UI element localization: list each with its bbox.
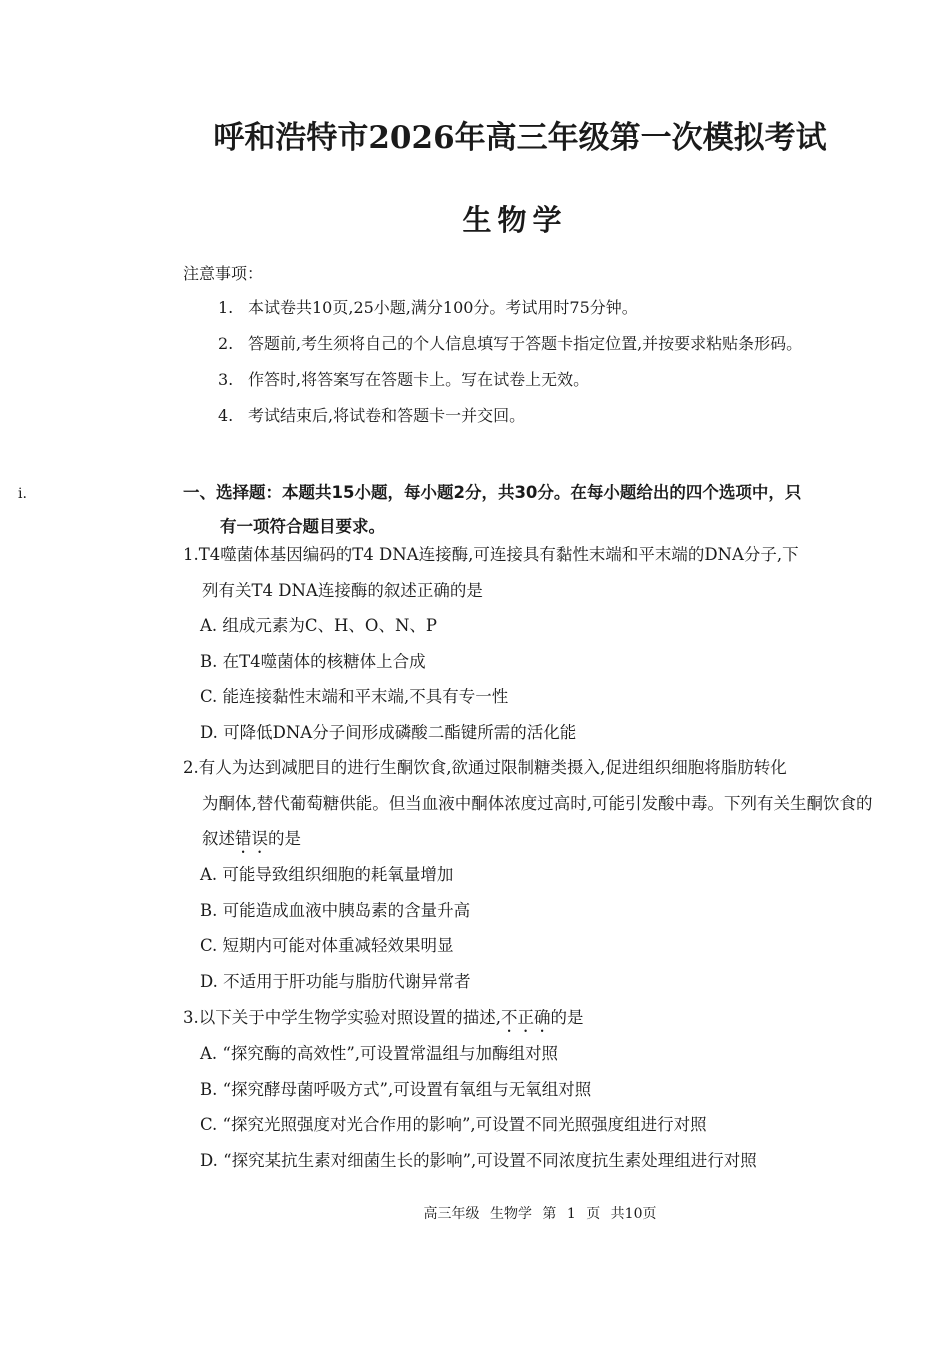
option-c: C. 能连接黏性末端和平末端,不具有专一性 [200, 687, 509, 706]
option-b: B. 可能造成血液中胰岛素的含量升高 [200, 900, 471, 920]
option-c: C. 短期内可能对体重减轻效果明显 [200, 936, 454, 955]
notice-item-text: 考试结束后,将试卷和答题卡一并交回。 [248, 406, 526, 425]
option-a: A. 可能导致组织细胞的耗氧量增加 [200, 865, 454, 884]
question-stem [183, 1000, 873, 1036]
stem-text: 为酮体,替代葡萄糖供能。但当血液中酮体浓度过高时,可能引发酸中毒。下列有关生酮饮食的叙述 [202, 793, 873, 848]
question-2 [183, 750, 873, 999]
notice-item-number: 1. [218, 298, 234, 317]
option-b: B. “探究酵母菌呼吸方式”,可设置有氧组与无氧组对照 [200, 1079, 592, 1099]
emphasis-text: 不正确 [501, 1008, 551, 1027]
notice-item-text: 答题前,考生须将自己的个人信息填写于答题卡指定位置,并按要求粘贴条形码。 [248, 334, 803, 353]
question-1 [183, 537, 873, 750]
notice-item-text: 作答时,将答案写在答题卡上。写在试卷上无效。 [248, 370, 590, 389]
question-stem: 2.有人为达到减肥目的进行生酮饮食,欲通过限制糖类摄入,促进组织细胞将脂肪转化 [183, 758, 787, 777]
question-stem: 1.T4噬菌体基因编码的T4 DNA连接酶,可连接具有黏性末端和平末端的DNA分子,下 [183, 545, 799, 564]
option-d: D. “探究某抗生素对细菌生长的影响”,可设置不同浓度抗生素处理组进行对照 [200, 1150, 757, 1170]
notice-item-number: 4. [218, 406, 234, 425]
question-3 [183, 1000, 873, 1178]
stem-text: 3.以下关于中学生物学实验对照设置的描述, [183, 1008, 501, 1027]
option-d: D. 可降低DNA分子间形成磷酸二酯键所需的活化能 [200, 722, 577, 742]
notice-item-text: 本试卷共10页,25小题,满分100分。考试用时75分钟。 [248, 298, 638, 317]
notice-heading: 注意事项： [183, 264, 264, 283]
notice-item [218, 296, 802, 332]
notice-list [218, 296, 802, 440]
section-heading-line1: 一、选择题：本题共15小题，每小题2分，共30分。在每小题给出的四个选项中，只 [183, 483, 802, 502]
option-a: A. 组成元素为C、H、O、N、P [200, 616, 437, 635]
option-a: A. “探究酶的高效性”,可设置常温组与加酶组对照 [200, 1044, 559, 1063]
notice-item [218, 368, 802, 404]
margin-mark: i. [18, 486, 27, 502]
option-d: D. 不适用于肝功能与脂肪代谢异常者 [200, 971, 471, 991]
page-footer: 高三年级 生物学 第 1 页 共10页 [423, 1206, 657, 1222]
notice-item [218, 404, 802, 440]
emphasis-text: 错误 [235, 829, 268, 848]
exam-title: 呼和浩特市2026年高三年级第一次模拟考试 [213, 120, 827, 156]
notice-item-number: 2. [218, 334, 234, 353]
subject-title: 生物学 [462, 203, 568, 237]
option-b: B. 在T4噬菌体的核糖体上合成 [200, 651, 426, 671]
notice-item-number: 3. [218, 370, 234, 389]
section-heading-line2: 有一项符合题目要求。 [220, 517, 385, 536]
section-heading [183, 476, 873, 544]
notice-item [218, 332, 802, 368]
question-stem-continued [183, 786, 873, 858]
stem-text: 的是 [550, 1008, 584, 1027]
stem-text: 的是 [268, 829, 301, 848]
question-stem-continued: 列有关T4 DNA连接酶的叙述正确的是 [202, 580, 483, 600]
option-c: C. “探究光照强度对光合作用的影响”,可设置不同光照强度组进行对照 [200, 1115, 707, 1134]
